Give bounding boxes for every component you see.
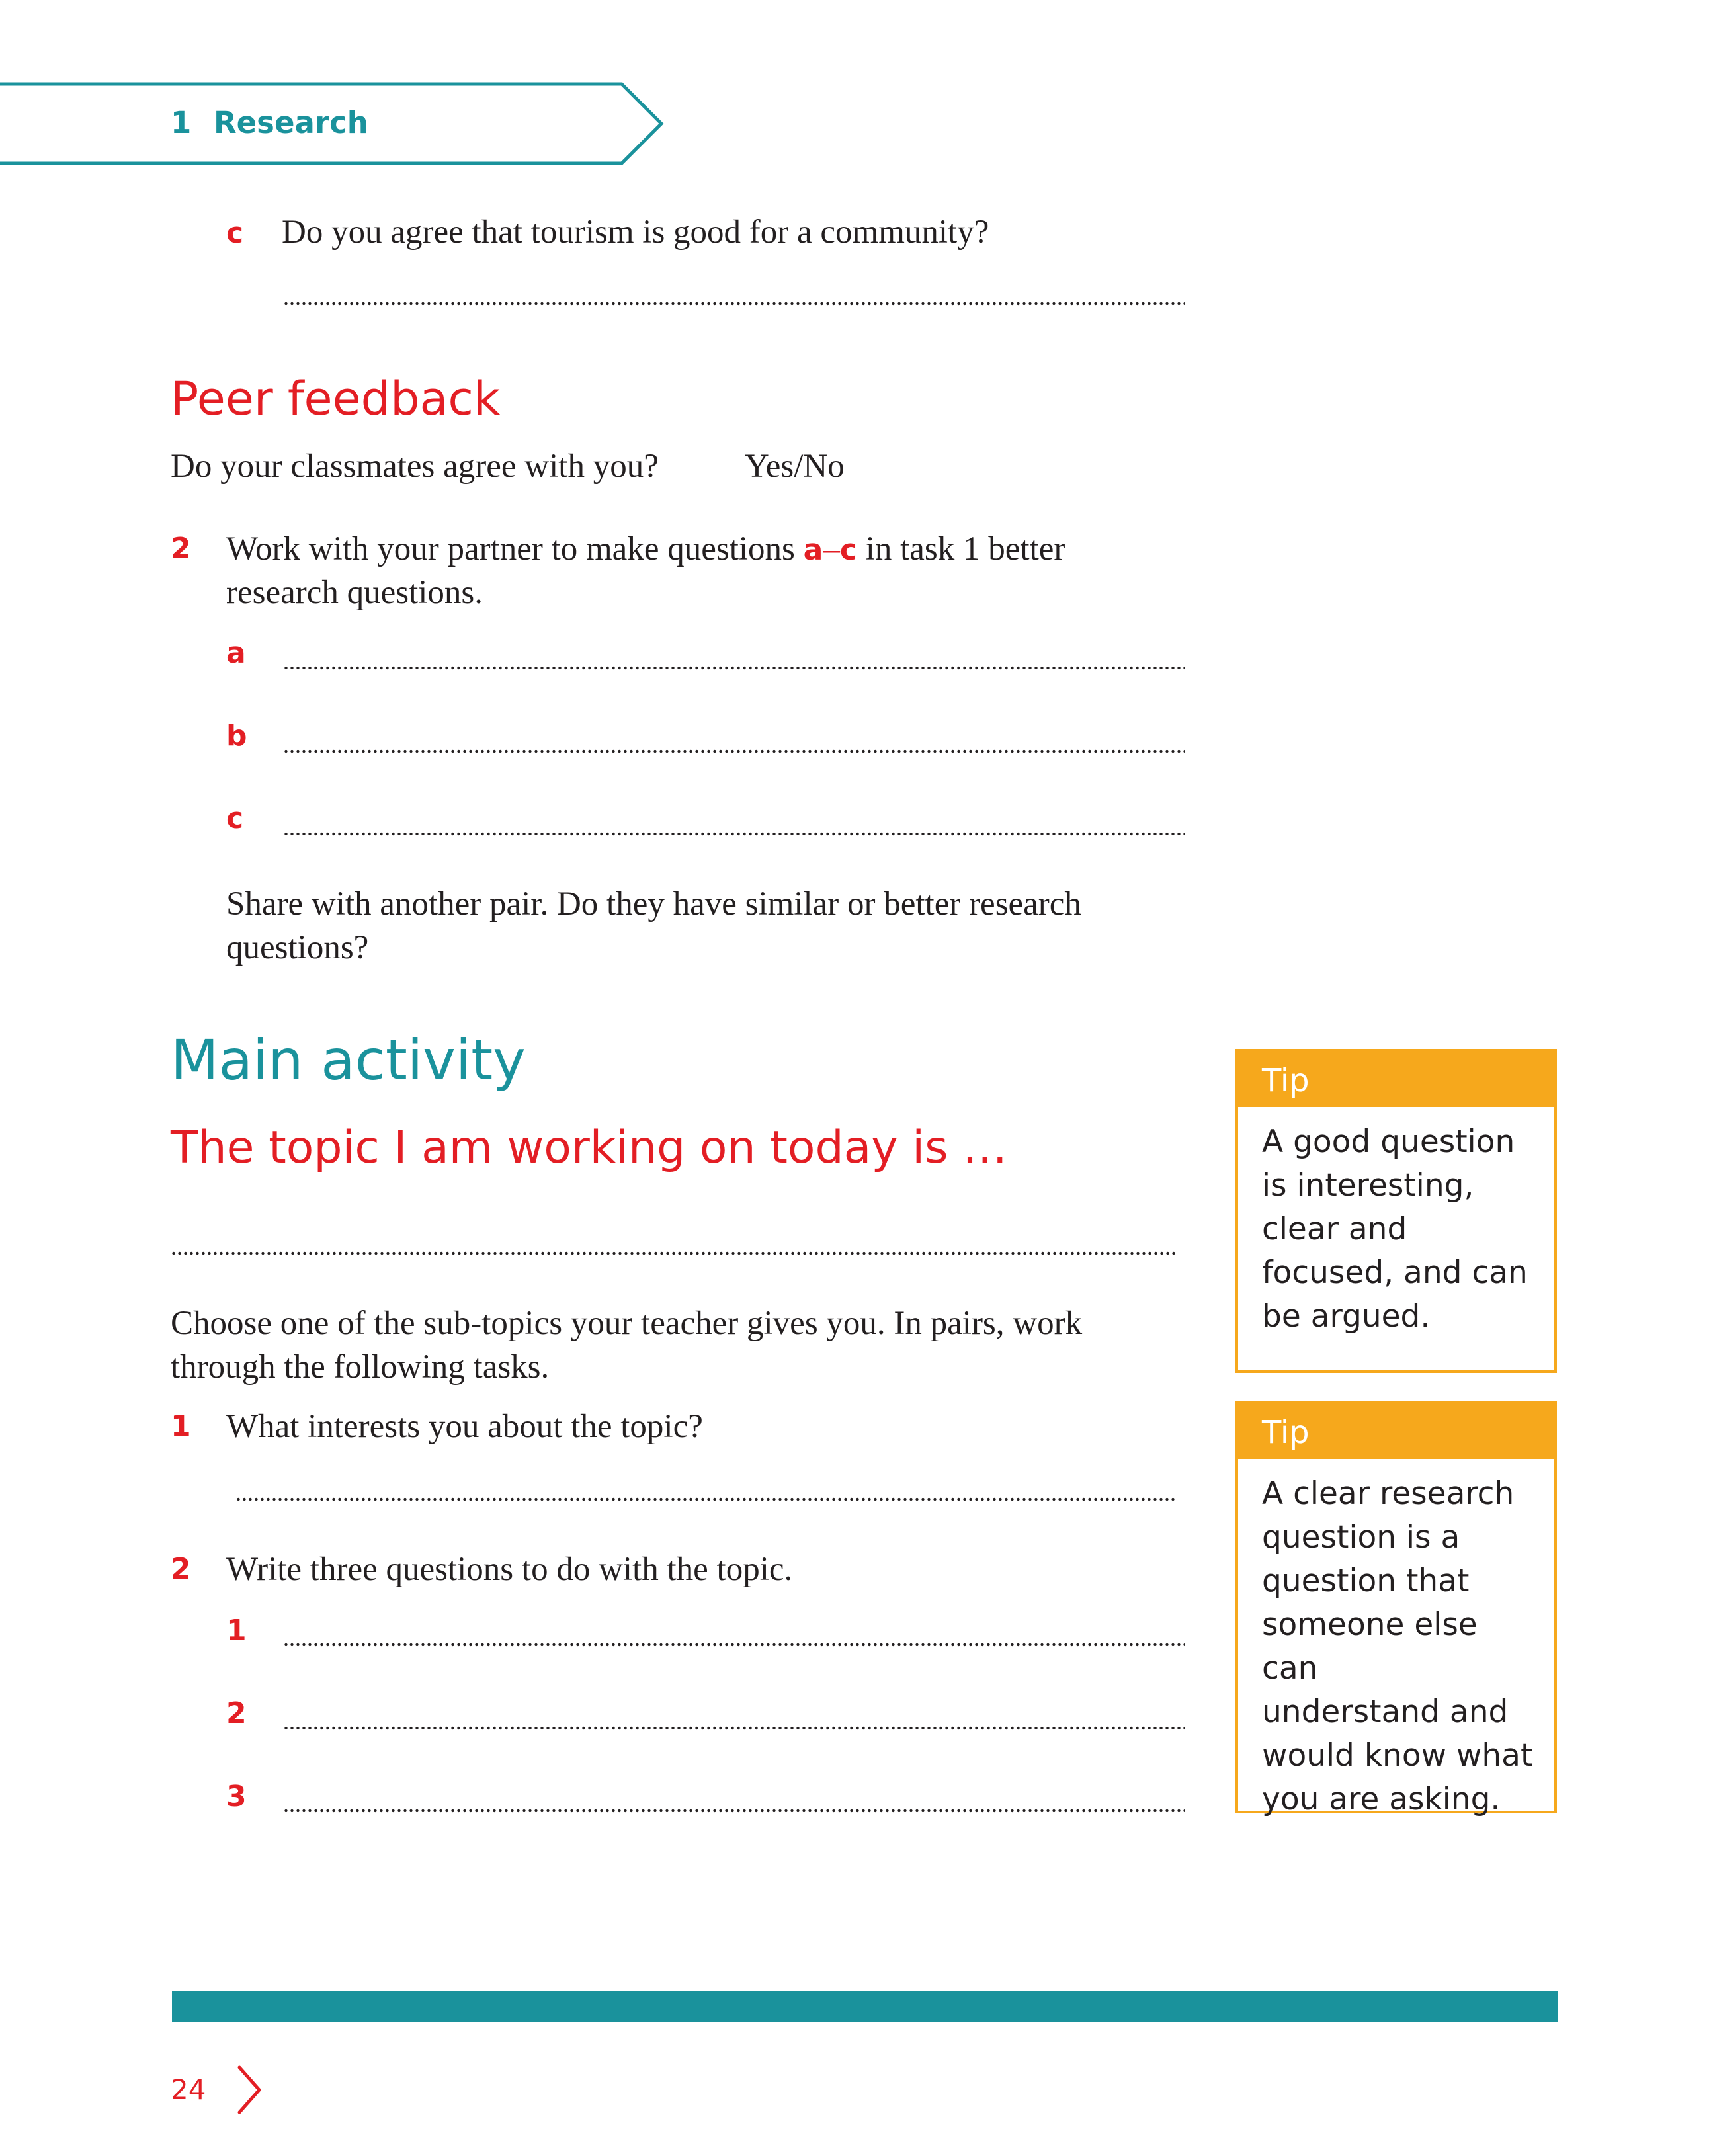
- chapter-number: 1: [171, 105, 192, 140]
- tip-box: [1235, 1049, 1557, 1373]
- answer-line[interactable]: [283, 299, 1185, 308]
- tip-title: Tip: [1238, 1052, 1554, 1107]
- topic-subheading: The topic I am working on today is …: [171, 1122, 1008, 1174]
- page-number: 24: [171, 2073, 206, 2106]
- task-instruction: Write three questions to do with the topic.: [226, 1551, 793, 1588]
- footer-bar: [172, 1991, 1558, 2022]
- section-heading: Peer feedback: [171, 372, 501, 426]
- answer-line[interactable]: [235, 1495, 1177, 1504]
- share-instruction: Share with another pair. Do they have similar or better research: [226, 886, 1081, 923]
- answer-line[interactable]: [283, 829, 1185, 839]
- answer-line[interactable]: [283, 1806, 1185, 1815]
- task-number: 2: [171, 532, 191, 565]
- answer-item-marker: c: [226, 802, 244, 835]
- task-instruction: Work with your partner to make questions a–c in task 1 better: [226, 530, 1065, 567]
- tip-box: [1235, 1401, 1557, 1817]
- answer-line[interactable]: [283, 1723, 1185, 1733]
- chapter-header-tab: [0, 81, 668, 167]
- answer-item-marker: 3: [226, 1780, 247, 1813]
- task-number: 2: [171, 1552, 191, 1586]
- main-heading: Main activity: [171, 1028, 526, 1093]
- share-instruction-line2: questions?: [226, 929, 369, 966]
- feedback-answer-option[interactable]: Yes/No: [745, 448, 845, 485]
- answer-item-marker: a: [226, 636, 246, 670]
- task-instruction: What interests you about the topic?: [226, 1408, 703, 1445]
- tip-text: A good question is interesting, clear and focused, and can be argued.: [1262, 1124, 1528, 1335]
- chevron-right-icon[interactable]: [233, 2063, 266, 2116]
- answer-line[interactable]: [283, 747, 1185, 756]
- task-instruction-line2: research questions.: [226, 574, 483, 611]
- tip-text: A clear research question is a question that someone else can understand and would know what you are asking.: [1262, 1475, 1533, 1817]
- activity-intro-line2: through the following tasks.: [171, 1348, 550, 1386]
- answer-item-marker: b: [226, 719, 247, 753]
- answer-line[interactable]: [283, 1640, 1185, 1649]
- activity-intro: Choose one of the sub-topics your teacher gives you. In pairs, work: [171, 1305, 1083, 1342]
- tip-title: Tip: [1238, 1403, 1554, 1459]
- chapter-title: Research: [213, 105, 368, 140]
- task-item-marker: c: [226, 216, 244, 250]
- topic-answer-line[interactable]: [171, 1249, 1177, 1258]
- task-question: Do you agree that tourism is good for a community?: [282, 214, 989, 251]
- answer-line[interactable]: [283, 663, 1185, 673]
- answer-item-marker: 1: [226, 1614, 247, 1647]
- task-number: 1: [171, 1409, 191, 1443]
- answer-item-marker: 2: [226, 1696, 247, 1730]
- feedback-question: Do your classmates agree with you?: [171, 448, 659, 485]
